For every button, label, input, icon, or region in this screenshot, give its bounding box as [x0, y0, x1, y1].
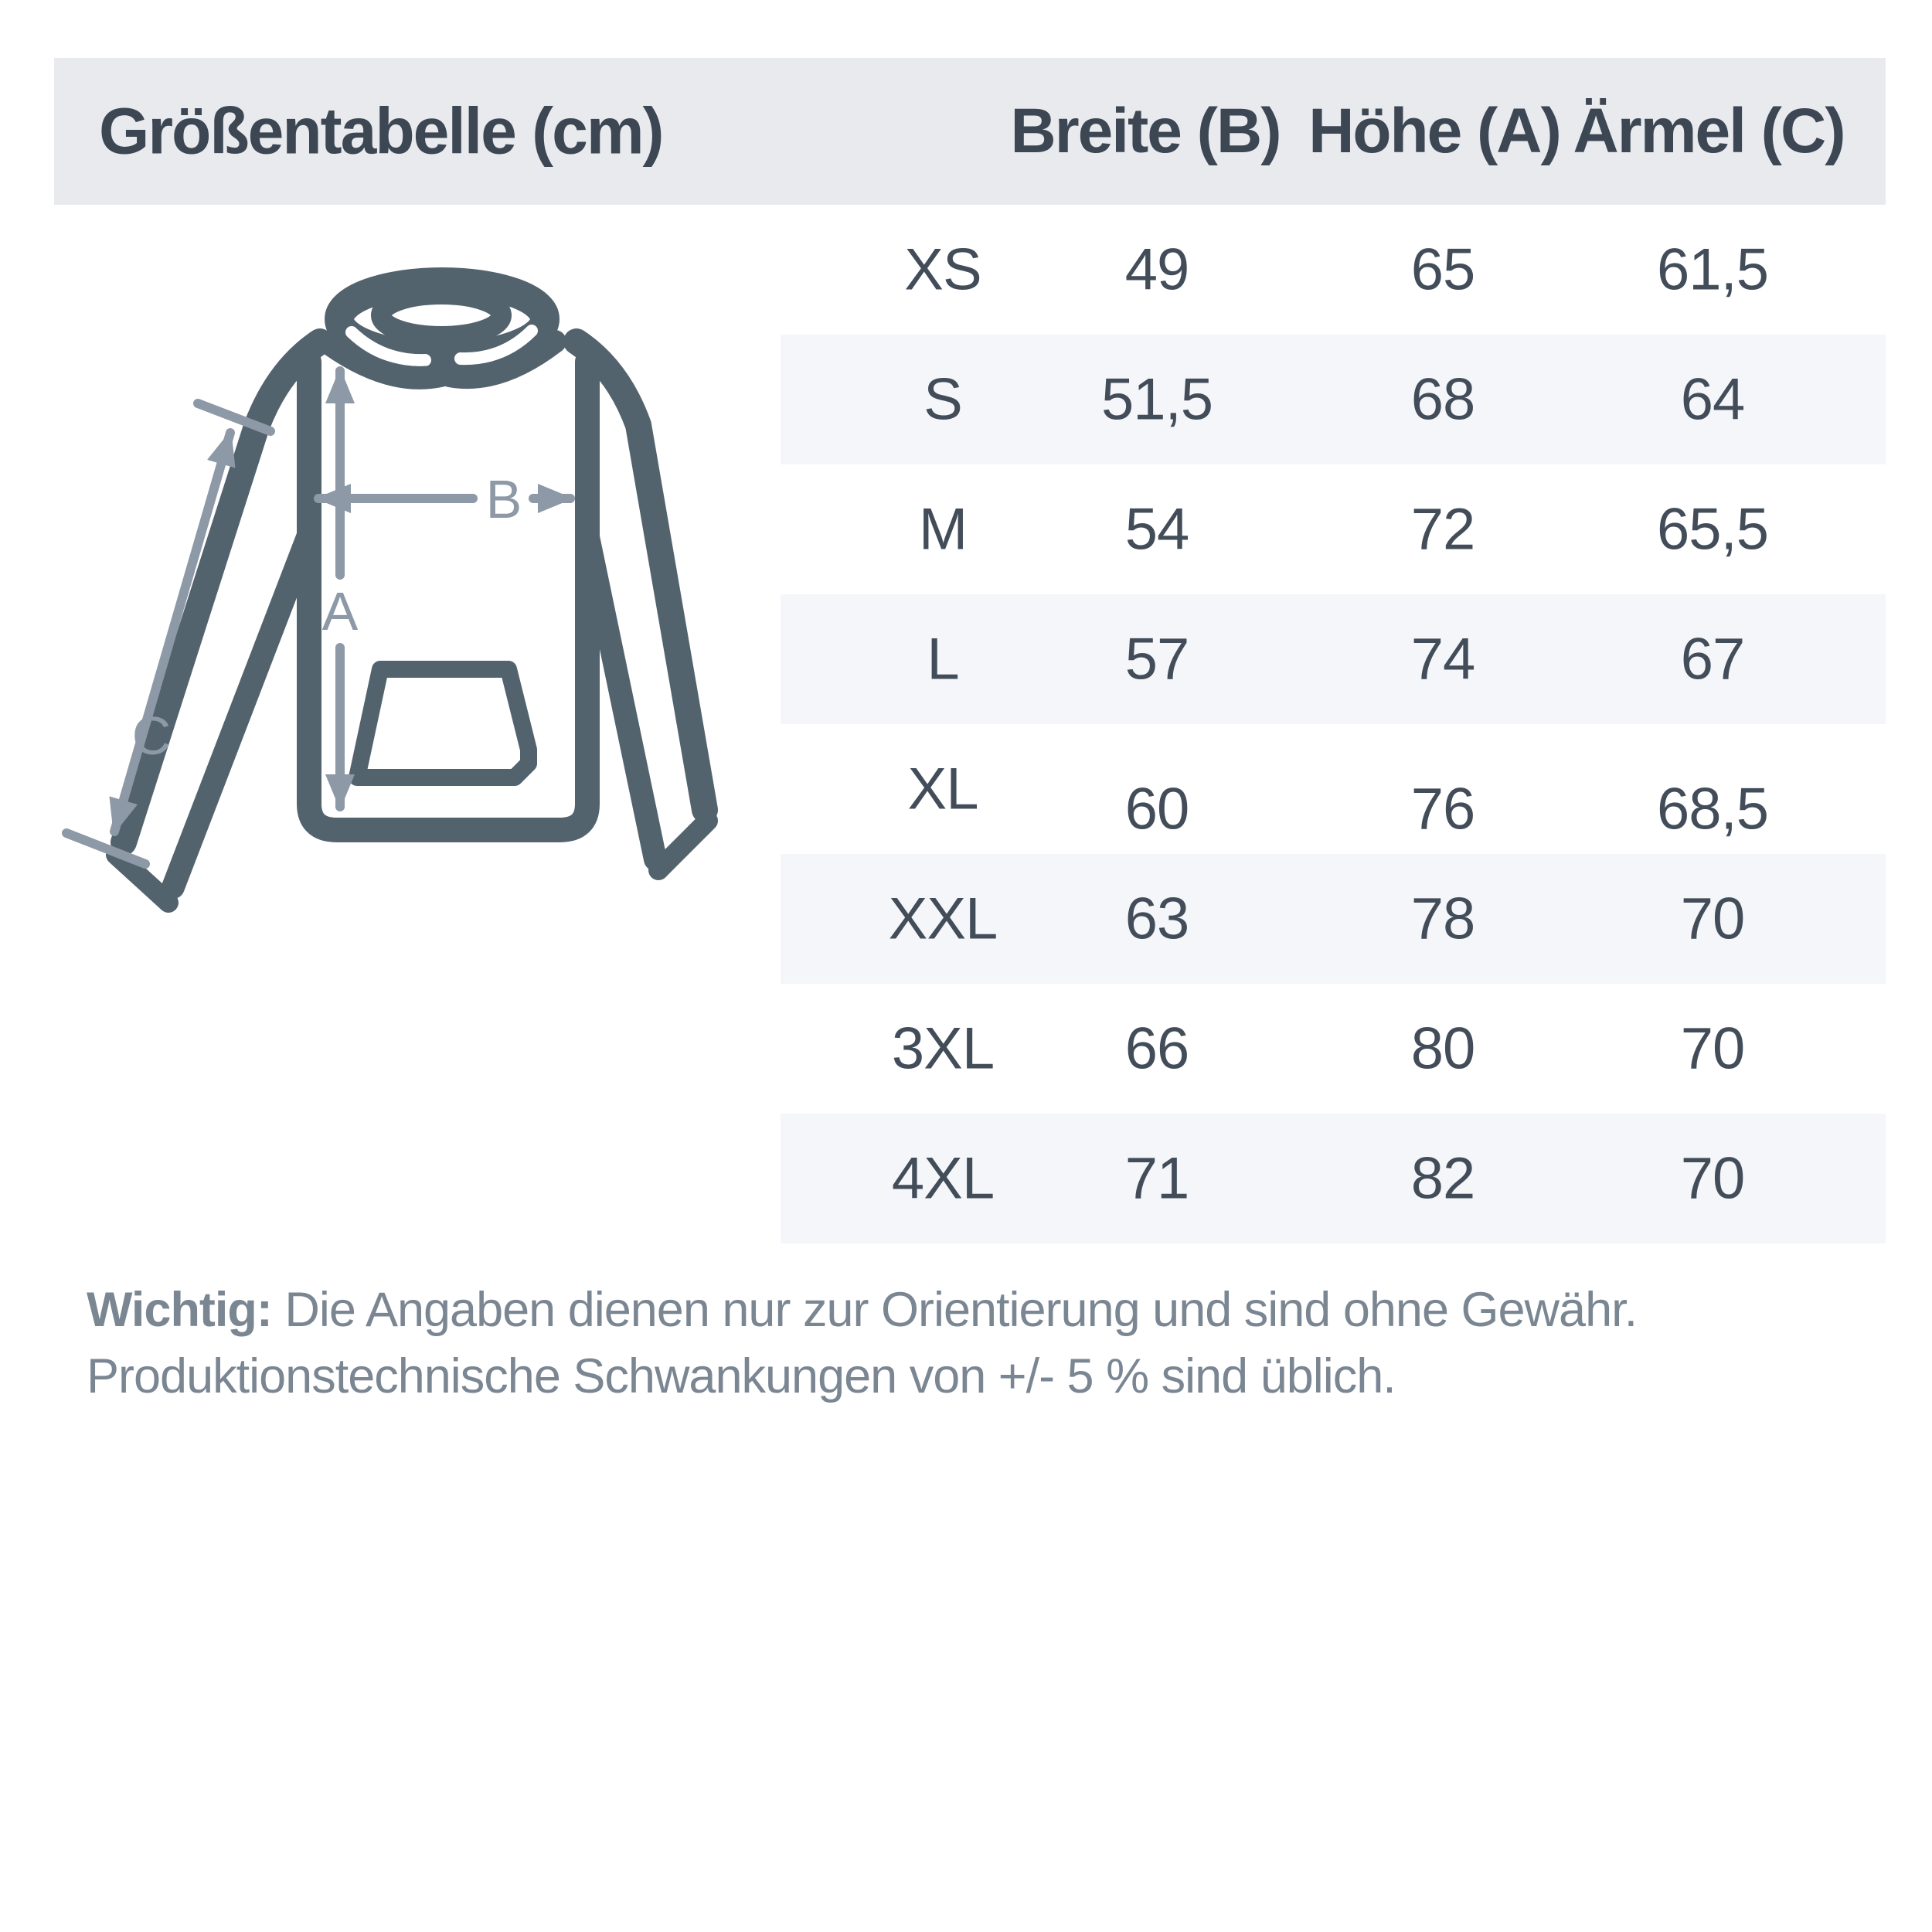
hoehe-cell: 74	[1410, 626, 1475, 692]
table-row	[781, 984, 1886, 1114]
aermel-cell: 70	[1680, 886, 1745, 952]
aermel-cell: 65,5	[1657, 496, 1768, 563]
size-cell: 3XL	[891, 1015, 995, 1082]
aermel-cell: 70	[1680, 1145, 1745, 1212]
hoehe-cell: 82	[1410, 1145, 1475, 1212]
breite-cell: 54	[1124, 496, 1189, 563]
size-cell: XXL	[888, 886, 998, 952]
aermel-cell: 67	[1680, 626, 1745, 692]
breite-cell: 71	[1124, 1145, 1189, 1212]
hoodie-measurement-diagram	[46, 255, 757, 927]
hoehe-cell: 72	[1410, 496, 1475, 563]
table-row	[781, 724, 1886, 854]
size-cell: XL	[907, 756, 978, 822]
footer-note	[87, 1277, 1879, 1410]
column-header-breite: Breite (B)	[1010, 96, 1281, 166]
table-header-bar	[54, 58, 1886, 205]
dimension-label-a: A	[321, 581, 359, 641]
breite-cell: 49	[1124, 236, 1189, 303]
hood-inner-ring	[381, 294, 502, 336]
footer-warning-label: Wichtig:	[87, 1283, 272, 1337]
hoehe-cell: 76	[1410, 776, 1475, 842]
aermel-cell: 68,5	[1657, 776, 1768, 842]
hoehe-cell: 68	[1410, 366, 1475, 433]
hoodie-outline-icon	[116, 282, 708, 903]
breite-cell: 63	[1124, 886, 1189, 952]
aermel-cell: 64	[1680, 366, 1745, 433]
footer-line1: Die Angaben dienen nur zur Orientierung und sind ohne Gewähr.	[271, 1283, 1638, 1337]
aermel-cell: 70	[1680, 1015, 1745, 1082]
breite-cell: 57	[1124, 626, 1189, 692]
table-row	[781, 1114, 1886, 1243]
footer-line2: Produktionstechnische Schwankungen von +/- 5 % sind üblich.	[87, 1349, 1396, 1403]
table-row	[781, 464, 1886, 594]
hoehe-cell: 65	[1410, 236, 1475, 303]
size-cell: S	[923, 366, 962, 433]
column-header-hoehe: Höhe (A)	[1308, 96, 1560, 166]
size-cell: M	[918, 496, 968, 563]
aermel-cell: 61,5	[1657, 236, 1768, 303]
size-cell: L	[927, 626, 959, 692]
breite-cell: 60	[1124, 776, 1189, 842]
size-cell: XS	[904, 236, 981, 303]
table-row	[781, 205, 1886, 335]
hoodie-pocket	[357, 669, 529, 777]
dimension-label-b: B	[485, 469, 522, 529]
dimension-label-c: C	[131, 706, 172, 766]
hoehe-cell: 78	[1410, 886, 1475, 952]
breite-cell: 51,5	[1101, 366, 1213, 433]
size-cell: 4XL	[891, 1145, 995, 1212]
table-row	[781, 335, 1886, 464]
column-header-aermel: Ärmel (C)	[1573, 96, 1845, 166]
breite-cell: 66	[1124, 1015, 1189, 1082]
hoehe-cell: 80	[1410, 1015, 1475, 1082]
hoodie-right-cuff	[658, 821, 708, 870]
page-title: Größentabelle (cm)	[99, 94, 663, 168]
table-row	[781, 594, 1886, 724]
table-row	[781, 854, 1886, 984]
